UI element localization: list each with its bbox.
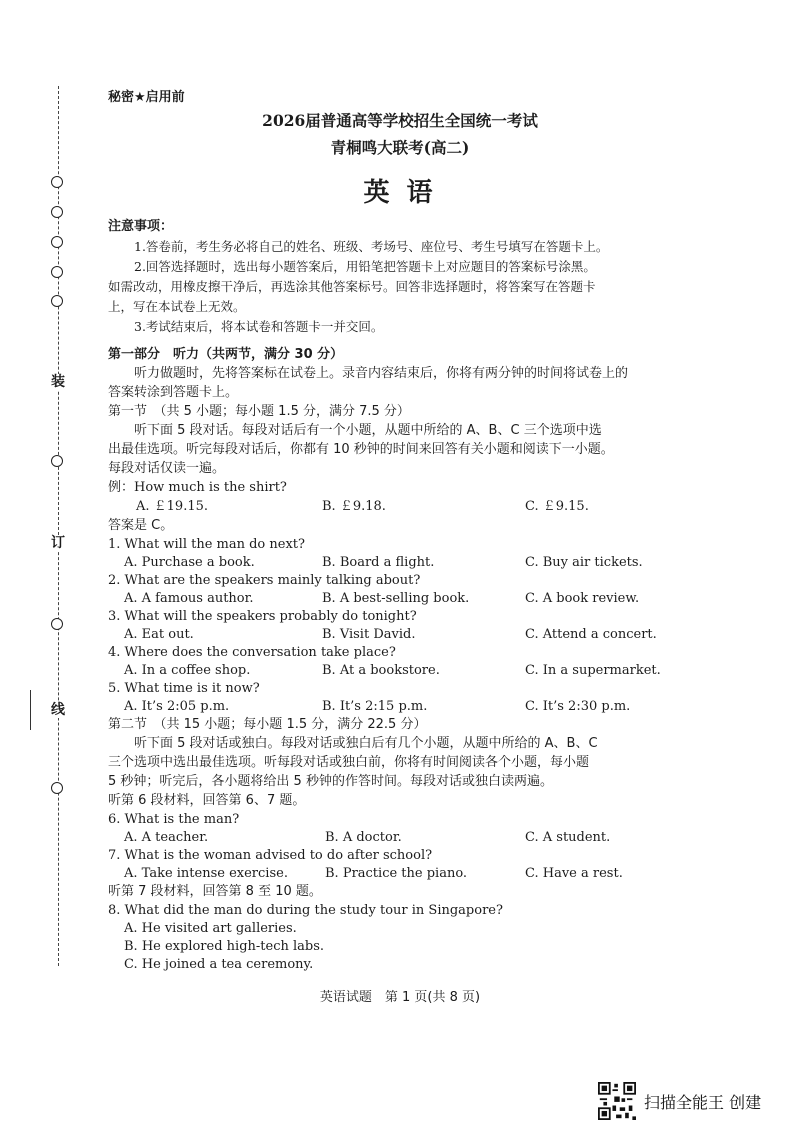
section1-heading: 第一节 （共 5 小题；每小题 1.5 分，满分 7.5 分） — [108, 404, 410, 419]
section1-instructions: 出最佳选项。听完每段对话后，你都有 10 秒钟的时间来回答有关小题和阅读下一小题。 — [108, 442, 614, 457]
binding-label-ding: 订 — [51, 535, 65, 551]
question-2-option-c: C. A book review. — [525, 591, 640, 606]
example-question: 例：How much is the shirt? — [108, 480, 287, 495]
question-5-option-a: A. It’s 2:05 p.m. — [124, 699, 230, 714]
confidential-label: 秘密★启用前 — [108, 90, 185, 105]
question-2: 2. What are the speakers mainly talking about? — [108, 573, 421, 588]
question-4: 4. Where does the conversation take place? — [108, 645, 396, 660]
question-5: 5. What time is it now? — [108, 681, 260, 696]
question-7-option-b: B. Practice the piano. — [325, 866, 468, 881]
note-2-cont: 上，写在本试卷上无效。 — [108, 299, 246, 314]
example-option-a: A. ￡19.15. — [136, 499, 209, 514]
binding-label-zhuang: 装 — [51, 374, 65, 390]
binding-ring — [51, 295, 63, 307]
binding-ring — [51, 782, 63, 794]
note-2: 2.回答选择题时，选出每小题答案后，用铅笔把答题卡上对应题目的答案标号涂黑。 — [134, 259, 596, 274]
exam-subtitle: 青桐鸣大联考(高二) — [330, 138, 470, 157]
question-3-option-a: A. Eat out. — [124, 627, 194, 642]
example-option-b: B. ￡9.18. — [322, 499, 386, 514]
question-8-option-c: C. He joined a tea ceremony. — [124, 957, 314, 972]
part1-heading: 第一部分 听力（共两节，满分 30 分） — [108, 347, 344, 362]
note-3: 3.考试结束后，将本试卷和答题卡一并交回。 — [134, 319, 384, 334]
example-answer: 答案是 C。 — [108, 518, 174, 533]
section1-instructions: 每段对话仅读一遍。 — [108, 461, 226, 476]
question-1: 1. What will the man do next? — [108, 537, 305, 552]
subject-title: 英 语 — [363, 178, 437, 208]
question-8-option-b: B. He explored high-tech labs. — [124, 939, 325, 954]
binding-ring — [51, 455, 63, 467]
question-7-option-a: A. Take intense exercise. — [124, 866, 288, 881]
question-1-option-a: A. Purchase a book. — [124, 555, 255, 570]
question-6-option-b: B. A doctor. — [325, 830, 402, 845]
section1-instructions: 听下面 5 段对话。每段对话后有一个小题，从题中所给的 A、B、C 三个选项中选 — [134, 423, 602, 438]
question-6-option-a: A. A teacher. — [124, 830, 209, 845]
question-1-option-c: C. Buy air tickets. — [525, 555, 643, 570]
part1-intro-cont: 答案转涂到答题卡上。 — [108, 385, 239, 400]
note-2-cont: 如需改动，用橡皮擦干净后，再选涂其他答案标号。回答非选择题时，将答案写在答题卡 — [108, 279, 596, 294]
question-5-option-c: C. It’s 2:30 p.m. — [525, 699, 631, 714]
example-option-c: C. ￡9.15. — [525, 499, 589, 514]
question-8-option-a: A. He visited art galleries. — [124, 921, 297, 936]
question-4-option-b: B. At a bookstore. — [322, 663, 440, 678]
question-7: 7. What is the woman advised to do after school? — [108, 848, 433, 863]
question-4-option-a: A. In a coffee shop. — [124, 663, 251, 678]
exam-title: 2026届普通高等学校招生全国统一考试 — [262, 111, 538, 130]
section2-instructions: 三个选项中选出最佳选项。听每段对话或独白前，你将有时间阅读各个小题，每小题 — [108, 755, 590, 770]
part1-intro: 听力做题时，先将答案标在试卷上。录音内容结束后，你将有两分钟的时间将试卷上的 — [134, 366, 629, 381]
binding-ring — [51, 236, 63, 248]
notes-heading: 注意事项： — [108, 219, 174, 234]
question-8: 8. What did the man do during the study tour in Singapore? — [108, 903, 503, 918]
material-6-label: 听第 6 段材料，回答第 6、7 题。 — [108, 793, 306, 808]
section2-instructions: 5 秒钟；听完后，各小题将给出 5 秒钟的作答时间。每段对话或独白读两遍。 — [108, 774, 553, 789]
question-1-option-b: B. Board a flight. — [322, 555, 435, 570]
question-7-option-c: C. Have a rest. — [525, 866, 623, 881]
question-5-option-b: B. It’s 2:15 p.m. — [322, 699, 428, 714]
qr-code-icon — [598, 1082, 636, 1120]
section2-heading: 第二节 （共 15 小题；每小题 1.5 分，满分 22.5 分） — [108, 717, 427, 732]
material-7-label: 听第 7 段材料，回答第 8 至 10 题。 — [108, 884, 322, 899]
question-6-option-c: C. A student. — [525, 830, 611, 845]
scanner-watermark — [598, 1082, 761, 1120]
question-3-option-c: C. Attend a concert. — [525, 627, 657, 642]
question-2-option-a: A. A famous author. — [124, 591, 254, 606]
binding-label-xian: 线 — [51, 702, 65, 718]
note-1: 1.答卷前，考生务必将自己的姓名、班级、考场号、座位号、考生号填写在答题卡上。 — [134, 239, 609, 254]
question-3-option-b: B. Visit David. — [322, 627, 416, 642]
question-3: 3. What will the speakers probably do tonight? — [108, 609, 417, 624]
question-2-option-b: B. A best-selling book. — [322, 591, 470, 606]
question-6: 6. What is the man? — [108, 812, 240, 827]
binding-ring — [51, 266, 63, 278]
binding-line — [58, 86, 59, 966]
binding-ring — [51, 618, 63, 630]
margin-mark — [30, 690, 31, 730]
section2-instructions: 听下面 5 段对话或独白。每段对话或独白后有几个小题，从题中所给的 A、B、C — [134, 736, 598, 751]
watermark-text: 扫描全能王 创建 — [644, 1092, 762, 1112]
page-footer: 英语试题 第 1 页(共 8 页) — [319, 990, 481, 1005]
question-4-option-c: C. In a supermarket. — [525, 663, 661, 678]
